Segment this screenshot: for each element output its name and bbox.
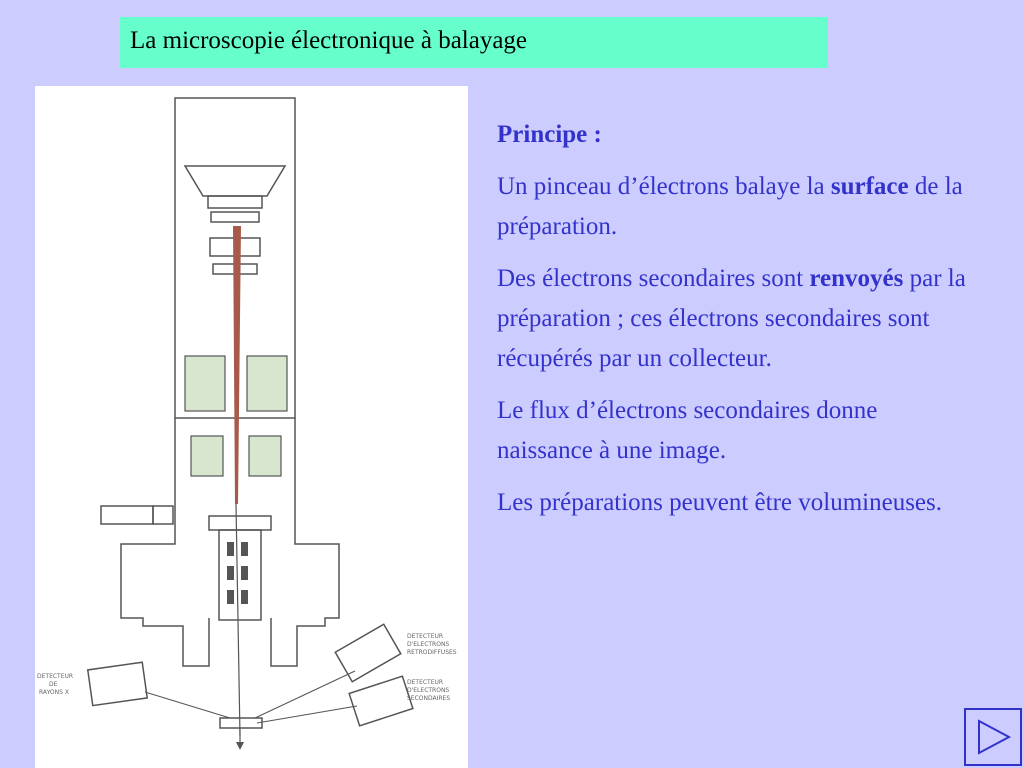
paragraph-4: Les préparations peuvent être volumineuses. — [497, 489, 942, 516]
objective-lens-left — [191, 436, 223, 476]
specimen — [220, 718, 262, 728]
anode — [208, 196, 262, 208]
stage-assembly — [219, 530, 261, 620]
objective-lens-right — [249, 436, 281, 476]
right-bottom-label-1: DETECTEUR — [407, 679, 444, 686]
paragraph-3: Le flux d’électrons secondaires donne naissance à une image. — [497, 397, 878, 464]
backscatter-detector — [335, 624, 400, 681]
paragraph-1 — [497, 167, 967, 247]
sem-diagram — [35, 86, 468, 768]
title-box — [120, 17, 828, 68]
scan-coils — [209, 516, 271, 530]
right-top-label-2: D'ELECTRONS — [407, 641, 450, 648]
paragraph-2-text: Des électrons secondaires sont — [497, 265, 810, 292]
principle-heading: Principe : — [497, 121, 602, 148]
paragraph-2-bold: renvoyés — [809, 265, 904, 292]
paragraph-2 — [497, 259, 967, 379]
left-detector-label-1: DETECTEUR — [37, 673, 74, 680]
paragraph-2-tail: par la préparation ; ces électrons secondaires sont récupérés par un collecteur. — [497, 265, 966, 372]
slide-title: La microscopie électronique à balayage — [130, 27, 528, 54]
left-detector-label-2: DE — [49, 681, 58, 688]
xray-detector — [88, 662, 147, 705]
right-bottom-label-3: SECONDAIRES — [407, 695, 451, 702]
right-bottom-label-2: D'ELECTRONS — [407, 687, 450, 694]
paragraph-1-tail: de la préparation. — [497, 173, 963, 240]
paragraph-1-bold: surface — [830, 173, 909, 200]
side-port — [101, 506, 153, 524]
left-detector-label-3: RAYONS X — [39, 689, 69, 696]
sem-diagram-svg — [35, 86, 468, 768]
secondary-detector — [349, 676, 413, 726]
slide-content — [497, 115, 967, 535]
right-top-label-3: RETRODIFFUSES — [407, 649, 457, 656]
side-port-cap — [153, 506, 173, 524]
next-slide-button[interactable] — [964, 708, 1022, 766]
condenser-lens-right — [247, 356, 287, 411]
aperture-1 — [211, 212, 259, 222]
electron-beam — [233, 226, 241, 504]
right-top-label-1: DETECTEUR — [407, 633, 444, 640]
condenser-lens-left — [185, 356, 225, 411]
paragraph-1-text: Un pinceau d’électrons balaye la — [497, 173, 831, 200]
electron-gun — [185, 166, 285, 196]
play-triangle-icon — [973, 717, 1013, 757]
